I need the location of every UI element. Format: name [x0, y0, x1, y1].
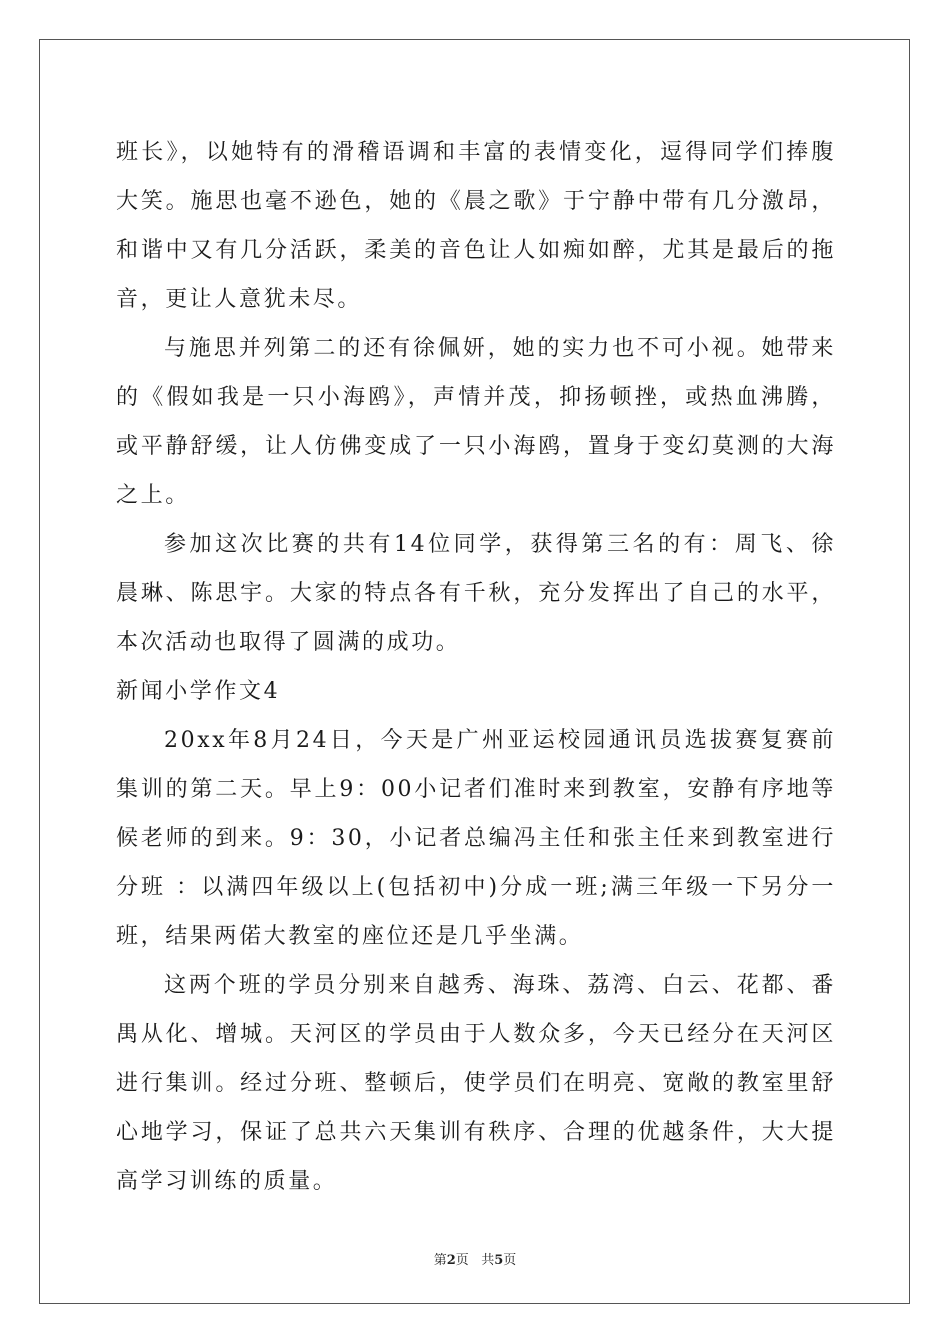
paragraph-1: 班长》，以她特有的滑稽语调和丰富的表情变化，逗得同学们捧腹大笑。施思也毫不逊色，她的《晨之歌》于宁静中带有几分激昂，和谐中又有几分活跃，柔美的音色让人如痴如醉，尤其是最后的拖音，更让人意犹未尽。 — [116, 140, 836, 312]
paragraph-2: 与施思并列第二的还有徐佩妍，她的实力也不可小视。她带来的《假如我是一只小海鸥》，声情并茂，抑扬顿挫，或热血沸腾，或平静舒缓，让人仿佛变成了一只小海鸥，置身于变幻莫测的大海之上。 — [116, 336, 836, 508]
paragraph-5: 这两个班的学员分别来自越秀、海珠、荔湾、白云、花都、番禺从化、增城。天河区的学员由于人数众多，今天已经分在天河区进行集训。经过分班、整顿后，使学员们在明亮、宽敞的教室里舒心地学习，保证了总共六天集训有秩序、合理的优越条件，大大提高学习训练的质量。 — [116, 973, 836, 1194]
document-body — [116, 128, 836, 1206]
paragraph-4: 20xx年8月24日，今天是广州亚运校园通讯员选拔赛复赛前集训的第二天。早上9：00小记者们准时来到教室，安静有序地等候老师的到来。9：30，小记者总编冯主任和张主任来到教室进行分班 ：以满四年级以上(包括初中)分成一班;满三年级一下另分一班，结果两偌大教室的座位还是几乎坐满。 — [116, 728, 836, 949]
page-number: 2 — [446, 1253, 456, 1268]
page-suffix: 页 — [455, 1253, 469, 1268]
page-footer — [0, 1249, 950, 1268]
total-pages: 5 — [494, 1253, 504, 1268]
paragraph-3: 参加这次比赛的共有14位同学，获得第三名的有：周飞、徐晨琳、陈思宇。大家的特点各有千秋，充分发挥出了自己的水平，本次活动也取得了圆满的成功。 — [116, 532, 836, 655]
total-suffix: 页 — [503, 1253, 517, 1268]
section-heading: 新闻小学作文4 — [116, 679, 281, 704]
page-prefix: 第 — [433, 1253, 447, 1268]
total-prefix: 共 — [481, 1253, 495, 1268]
